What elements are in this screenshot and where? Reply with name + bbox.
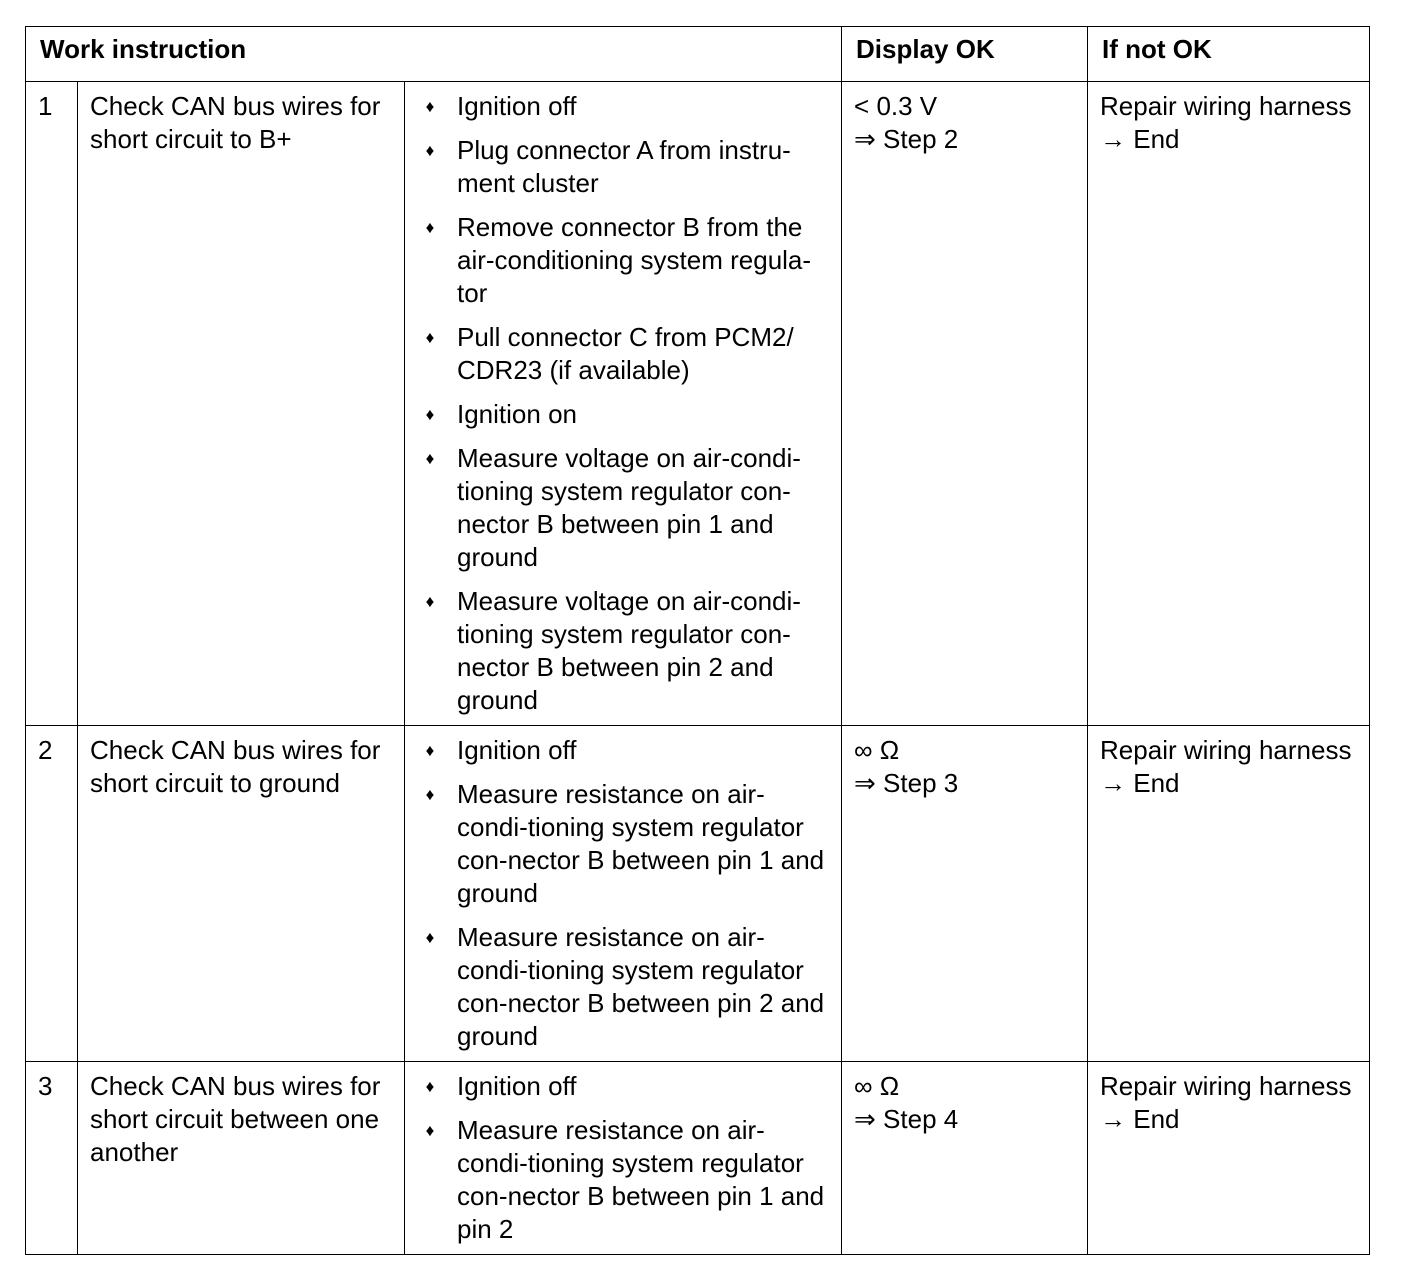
action-text: Pull connector C from PCM2/ CDR23 (if available) [457, 322, 794, 385]
list-item [417, 778, 829, 910]
action-text: Measure resistance on air-condi-tioning system regulator con-nector B between pin 1 and ground [457, 779, 825, 908]
diamond-bullet-icon: ♦ [425, 141, 435, 160]
header-display-ok: Display OK [842, 27, 1088, 82]
action-text: Ignition off [457, 735, 577, 765]
header-if-not-ok: If not OK [1088, 27, 1370, 82]
expected-reading: < 0.3 V [854, 91, 938, 121]
action-text: Plug connector A from instru-ment cluster [457, 135, 791, 198]
action-text: Measure voltage on air-condi-tioning system regulator con-nector B between pin 1 and ground [457, 443, 801, 572]
diamond-bullet-icon: ♦ [425, 741, 435, 760]
step-number: 2 [26, 726, 78, 1062]
diamond-bullet-icon: ♦ [425, 405, 435, 424]
step-task: Check CAN bus wires for short circuit between one another [78, 1062, 405, 1255]
action-list [417, 1070, 829, 1246]
list-item [417, 1070, 829, 1103]
action-text: Measure voltage on air-condi-tioning system regulator con-nector B between pin 2 and ground [457, 586, 801, 715]
action-text: Ignition off [457, 1071, 577, 1101]
end-marker: → End [1100, 124, 1180, 154]
diamond-bullet-icon: ♦ [425, 928, 435, 947]
end-marker: → End [1100, 1104, 1180, 1134]
if-not-ok-value [1088, 726, 1370, 1062]
end-marker: → End [1100, 768, 1180, 798]
step-number: 1 [26, 82, 78, 726]
action-list [417, 90, 829, 717]
action-text: Remove connector B from the air-conditioning system regula-tor [457, 212, 812, 308]
corrective-action: Repair wiring harness [1100, 91, 1352, 121]
action-text: Ignition on [457, 399, 577, 429]
list-item [417, 585, 829, 717]
list-item [417, 211, 829, 310]
diamond-bullet-icon: ♦ [425, 328, 435, 347]
next-step-link: ⇒ Step 3 [854, 768, 959, 798]
diamond-bullet-icon: ♦ [425, 1121, 435, 1140]
header-work-instruction: Work instruction [26, 27, 842, 82]
list-item [417, 1114, 829, 1246]
if-not-ok-value [1088, 82, 1370, 726]
document-page [25, 26, 1369, 1255]
list-item [417, 321, 829, 387]
list-item [417, 134, 829, 200]
action-text: Measure resistance on air-condi-tioning system regulator con-nector B between pin 1 and pin 2 [457, 1115, 825, 1244]
action-text: Ignition off [457, 91, 577, 121]
list-item [417, 442, 829, 574]
diamond-bullet-icon: ♦ [425, 1077, 435, 1096]
action-list [417, 734, 829, 1053]
list-item [417, 398, 829, 431]
diamond-bullet-icon: ♦ [425, 97, 435, 116]
table-body [26, 82, 1370, 1255]
table-row [26, 726, 1370, 1062]
diamond-bullet-icon: ♦ [425, 218, 435, 237]
step-task: Check CAN bus wires for short circuit to B+ [78, 82, 405, 726]
diamond-bullet-icon: ♦ [425, 449, 435, 468]
table-row [26, 1062, 1370, 1255]
step-actions [405, 82, 842, 726]
next-step-link: ⇒ Step 4 [854, 1104, 959, 1134]
display-ok-value [842, 82, 1088, 726]
expected-reading: ∞ Ω [854, 735, 900, 765]
list-item [417, 734, 829, 767]
table-row [26, 82, 1370, 726]
diamond-bullet-icon: ♦ [425, 592, 435, 611]
work-instruction-table [25, 26, 1370, 1255]
action-text: Measure resistance on air-condi-tioning system regulator con-nector B between pin 2 and ground [457, 922, 825, 1051]
corrective-action: Repair wiring harness [1100, 735, 1352, 765]
table-header-row [26, 27, 1370, 82]
list-item [417, 921, 829, 1053]
list-item [417, 90, 829, 123]
if-not-ok-value [1088, 1062, 1370, 1255]
step-task: Check CAN bus wires for short circuit to ground [78, 726, 405, 1062]
display-ok-value [842, 726, 1088, 1062]
display-ok-value [842, 1062, 1088, 1255]
step-actions [405, 1062, 842, 1255]
corrective-action: Repair wiring harness [1100, 1071, 1352, 1101]
diamond-bullet-icon: ♦ [425, 785, 435, 804]
next-step-link: ⇒ Step 2 [854, 124, 959, 154]
step-number: 3 [26, 1062, 78, 1255]
step-actions [405, 726, 842, 1062]
expected-reading: ∞ Ω [854, 1071, 900, 1101]
